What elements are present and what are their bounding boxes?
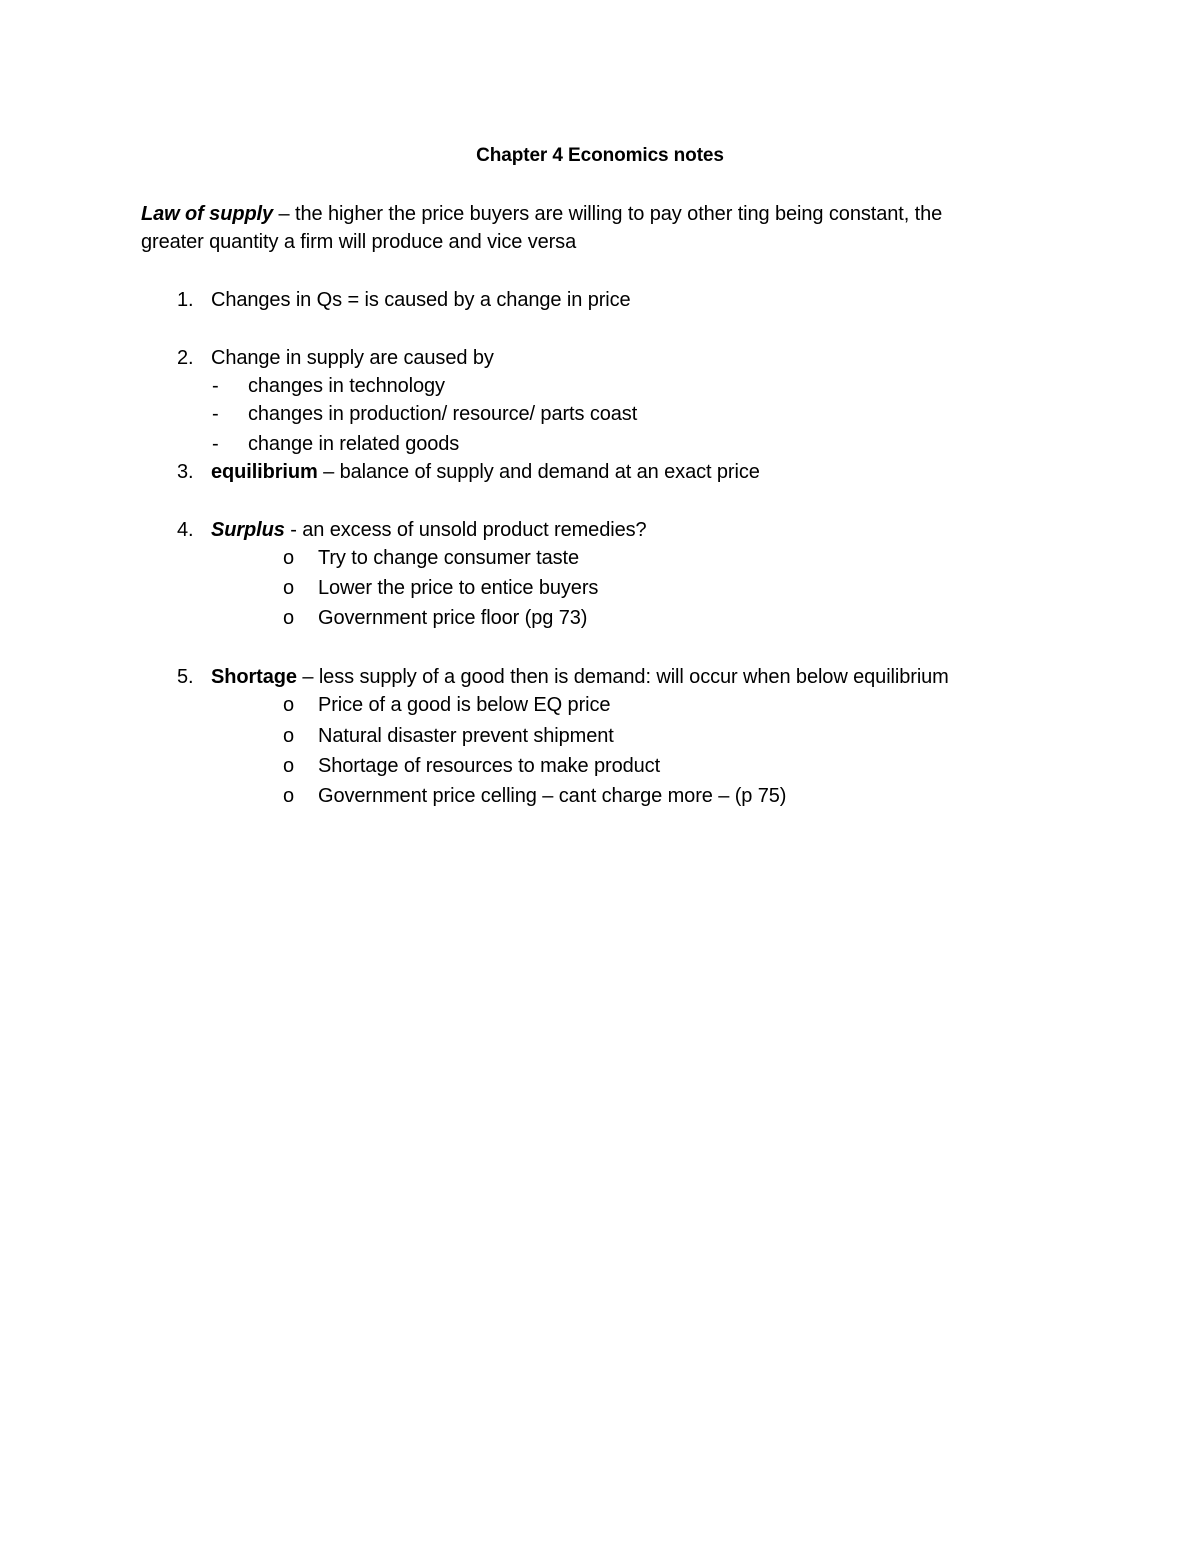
sub-list-item (283, 546, 579, 570)
law-of-supply-term: Law of supply (141, 203, 274, 225)
list-item-text: – balance of supply and demand at an exact price (317, 461, 760, 483)
sub-list-item-text: changes in production/ resource/ parts coast (248, 403, 638, 425)
list-number: 3. (177, 461, 194, 483)
sub-list-item-text: changes in technology (248, 375, 445, 397)
sub-list-item-text: Natural disaster prevent shipment (318, 725, 614, 747)
sub-list-item (283, 754, 660, 778)
page-title: Chapter 4 Economics notes (476, 145, 724, 166)
dash-bullet: - (212, 403, 219, 425)
circle-bullet: o (283, 785, 295, 807)
equilibrium-term: equilibrium (211, 461, 318, 483)
list-item-3 (177, 460, 760, 484)
sub-list-item (283, 693, 610, 717)
list-item-2 (177, 346, 494, 370)
sub-list-item (283, 606, 587, 630)
list-number: 2. (177, 347, 194, 369)
list-number: 5. (177, 666, 194, 688)
sub-list-item (283, 784, 786, 808)
sub-list-item (212, 402, 637, 426)
list-item-5 (177, 665, 949, 689)
list-item-text: - an excess of unsold product remedies? (284, 519, 647, 541)
circle-bullet: o (283, 694, 295, 716)
sub-list-item (283, 724, 614, 748)
list-item-4 (177, 518, 647, 542)
sub-list-item-text: change in related goods (248, 433, 460, 455)
list-item-1 (177, 288, 631, 312)
list-item-text: Changes in Qs = is caused by a change in price (211, 289, 631, 311)
dash-bullet: - (212, 375, 219, 397)
dash-bullet: - (212, 433, 219, 455)
sub-list-item (212, 374, 445, 398)
law-of-supply-line-2: greater quantity a firm will produce and vice versa (141, 231, 577, 253)
circle-bullet: o (283, 755, 295, 777)
sub-list-item-text: Shortage of resources to make product (318, 755, 661, 777)
list-item-text: Change in supply are caused by (211, 347, 494, 369)
list-item-text: – less supply of a good then is demand: will occur when below equilibrium (296, 666, 949, 688)
law-of-supply-line-1 (141, 202, 942, 226)
circle-bullet: o (283, 607, 295, 629)
sub-list-item-text: Try to change consumer taste (318, 547, 580, 569)
circle-bullet: o (283, 577, 295, 599)
sub-list-item-text: Government price celling – cant charge more – (p 75) (318, 785, 787, 807)
law-of-supply-definition-part-1: – the higher the price buyers are willing to pay other ting being constant, the (273, 203, 943, 225)
sub-list-item (283, 576, 598, 600)
sub-list-item-text: Government price floor (pg 73) (318, 607, 588, 629)
circle-bullet: o (283, 725, 295, 747)
list-number: 4. (177, 519, 194, 541)
sub-list-item-text: Price of a good is below EQ price (318, 694, 611, 716)
surplus-term: Surplus (211, 519, 285, 541)
list-number: 1. (177, 289, 194, 311)
shortage-term: Shortage (211, 666, 297, 688)
sub-list-item (212, 432, 459, 456)
circle-bullet: o (283, 547, 295, 569)
sub-list-item-text: Lower the price to entice buyers (318, 577, 599, 599)
